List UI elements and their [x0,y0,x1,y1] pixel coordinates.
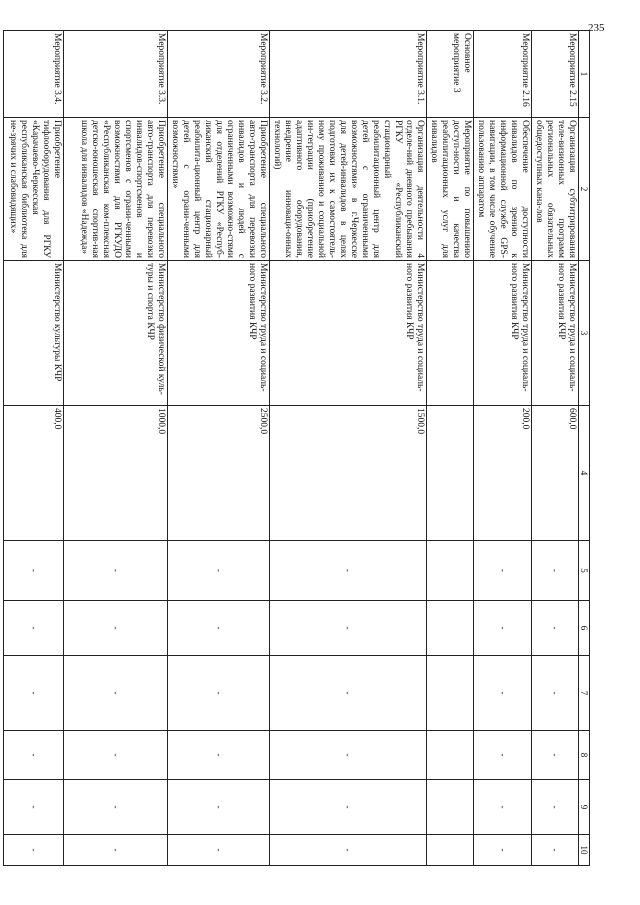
value-text: - [111,691,121,695]
ministry-cell: Министерство физической куль-туры и спорта КЧР [64,261,168,406]
description-cell: Организация субтитрирования теле-визионных программ региональных обязательных общедоступных кана-лов [532,118,579,261]
value-cell [4,656,64,731]
event-cell: Мероприятие 3.1. [270,31,427,118]
value-text: - [29,691,39,695]
amount-cell: 400,0 [4,406,64,541]
value-cell [64,656,168,731]
value-cell [270,601,427,656]
value-text: - [550,753,561,757]
ministry-cell: Министерство труда и социаль-ного развития КЧР [270,261,427,406]
value-text: - [498,691,508,695]
column-number-row [579,31,590,866]
value-cell [474,835,532,866]
value-text: - [111,805,121,809]
value-cell [270,656,427,731]
value-text: - [214,691,224,695]
description-cell: Обеспечение доступности инвалидов по зрению к информационной службе GPS-навигации, в том числе обучение пользованию аппаратом [474,118,532,261]
value-cell [4,780,64,835]
value-text: - [550,848,561,852]
value-text: - [498,569,508,572]
value-text: - [498,848,508,852]
column-header: 5 [579,541,590,601]
value-cell [427,541,474,601]
amount-cell [427,406,474,541]
value-text: - [550,569,561,572]
value-cell [64,731,168,780]
value-cell [168,780,270,835]
rotated-table-wrapper [8,30,590,865]
value-text: - [343,753,354,757]
value-cell [270,835,427,866]
value-text: - [343,805,354,809]
value-text: - [111,626,121,630]
value-text: - [111,569,121,572]
ministry-cell: Министерство культуры КЧР [4,261,64,406]
event-cell: Мероприятие 2.15 [532,31,579,118]
column-header: 9 [579,780,590,835]
value-cell [427,780,474,835]
value-cell [474,601,532,656]
value-text: - [498,805,508,809]
description-cell: Мероприятие по повышению доступ-ности и качества реабилитационных услуг для инвалидов [427,118,474,261]
value-cell [168,656,270,731]
value-cell [474,780,532,835]
value-text: - [343,626,354,630]
page-number: 235 [588,22,605,34]
column-header: 2 [579,118,590,261]
value-cell [4,541,64,601]
value-cell [4,601,64,656]
value-cell [270,780,427,835]
value-text: - [29,805,39,809]
column-header: 1 [579,31,590,118]
event-cell: Мероприятие 3.3. [64,31,168,118]
value-cell [4,731,64,780]
value-text: - [29,753,39,757]
event-cell: Мероприятие 3.4. [4,31,64,118]
amount-cell: 2500,0 [168,406,270,541]
value-text: - [343,569,354,572]
value-cell [532,731,579,780]
value-cell [168,541,270,601]
events-table [3,30,590,866]
ministry-cell: Министерство труда и социаль-ного развития КЧР [474,261,532,406]
table-row [4,31,64,866]
table-row [427,31,474,866]
column-header: 3 [579,261,590,406]
value-text: - [111,753,121,757]
value-text: - [214,626,224,630]
value-cell [532,835,579,866]
event-cell: Мероприятие 2.16 [474,31,532,118]
value-cell [427,601,474,656]
value-text: - [214,848,224,852]
value-cell [532,541,579,601]
value-text: - [29,626,39,630]
event-cell: Основное мероприятие 3 [427,31,474,118]
table-row [168,31,270,866]
amount-cell: 1000,0 [64,406,168,541]
value-text: - [214,569,224,572]
column-header: 10 [579,835,590,866]
column-header: 6 [579,601,590,656]
column-header: 4 [579,406,590,541]
value-text: - [550,626,561,630]
value-text: - [343,691,354,695]
value-text: - [498,753,508,757]
value-cell [532,656,579,731]
value-cell [64,601,168,656]
amount-cell: 200,0 [474,406,532,541]
value-cell [270,541,427,601]
column-header: 7 [579,656,590,731]
value-cell [4,835,64,866]
value-cell [427,656,474,731]
column-header: 8 [579,731,590,780]
value-cell [427,731,474,780]
value-text: - [111,848,121,852]
value-text: - [550,691,561,695]
amount-cell: 1500,0 [270,406,427,541]
value-cell [168,731,270,780]
value-cell [270,731,427,780]
value-cell [427,835,474,866]
value-cell [474,731,532,780]
table-row [270,31,427,866]
description-cell: Приобретение тифлооборудования для РГКУ «Карачаево-Черкесская республиканская библиотека для не-зрячих и слабовидящих» [4,118,64,261]
value-cell [64,541,168,601]
value-cell [532,780,579,835]
description-cell: Организация деятельности 4 отделе-ний дневного пребывания РГКУ «Республиканский стационарный реабилитационный центр для детей с ограниченными возможностями» в г.Черкесске для детей-инвалидов в целях подготовки их к самостоятель-ному проживанию и социальной ин-теграции (приобретение адаптивного оборудования, внедрение инноваци-онных технологий) [270,118,427,261]
value-cell [64,835,168,866]
value-text: - [343,848,354,852]
value-cell [474,541,532,601]
value-cell [168,835,270,866]
ministry-cell [427,261,474,406]
value-cell [64,780,168,835]
value-cell [168,601,270,656]
table-row [532,31,579,866]
table-row [64,31,168,866]
value-text: - [214,753,224,757]
value-cell [532,601,579,656]
value-text: - [29,569,39,572]
value-text: - [550,805,561,809]
table-row [474,31,532,866]
value-cell [474,656,532,731]
ministry-cell: Министерство труда и социаль-ного развития КЧР [168,261,270,406]
value-text: - [214,805,224,809]
description-cell: Приобретение специального авто-транспорта для перевозки инвалидов и людей с ограниченными возможно-стями для отделений РГКУ «Респуб-ликанский стационарный реабилита-ционный центр для детей с ограни-ченными возможностями» [168,118,270,261]
value-text: - [29,848,39,852]
event-cell: Мероприятие 3.2. [168,31,270,118]
value-text: - [498,626,508,630]
description-cell: Приобретение специального авто-транспорта для перевозки инвалидов-спортсменов и спортсменов с ограни-ченными возможностями для РГКУДО «Республиканская ком-плексная детско-юношеская спортив-ная школа для инвалидов «Надежда» [64,118,168,261]
ministry-cell: Министерство труда и социаль-ного развития КЧР [532,261,579,406]
amount-cell: 600,0 [532,406,579,541]
